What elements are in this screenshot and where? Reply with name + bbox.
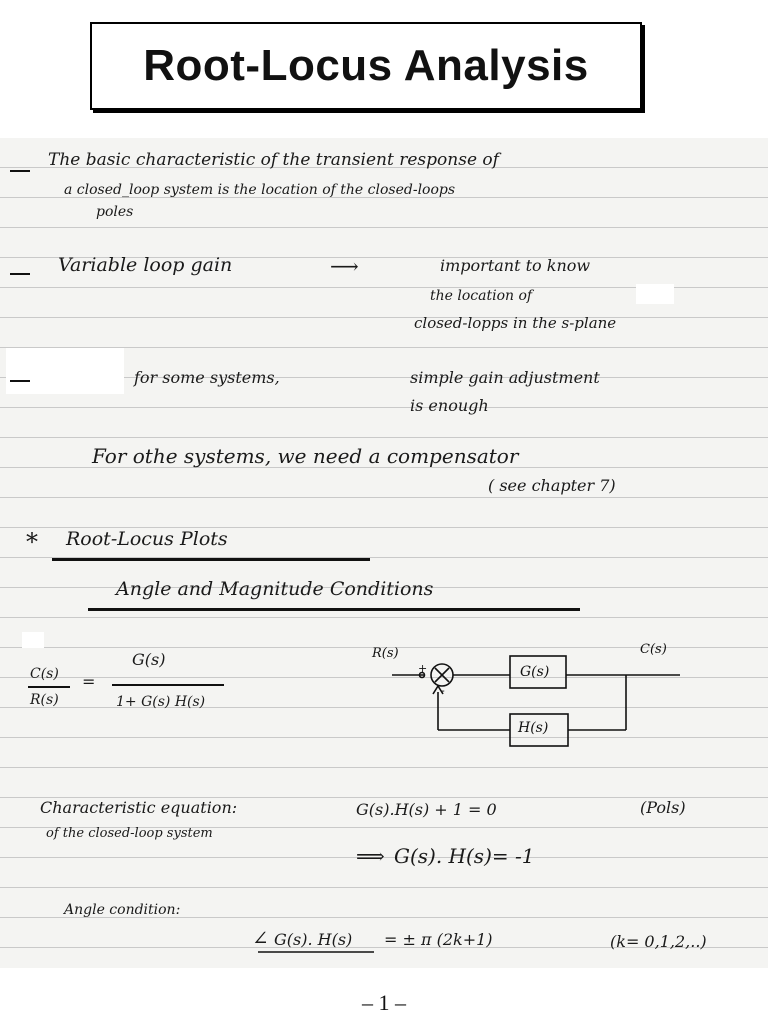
tf-rhs-denominator: 1+ G(s) H(s) <box>116 694 206 710</box>
note-line: The basic characteristic of the transient response of <box>48 150 499 170</box>
arrow-icon: ⟶ <box>330 254 359 278</box>
block-feedback-label: H(s) <box>518 720 549 736</box>
feedback-block <box>510 714 568 746</box>
note-line: Variable loop gain <box>58 254 233 276</box>
tf-rhs-numerator: G(s) <box>132 650 166 669</box>
note-line: for some systems, <box>134 368 280 387</box>
note-line: is enough <box>410 396 489 415</box>
tf-equals: = <box>82 672 96 691</box>
block-forward-label: G(s) <box>520 664 550 680</box>
note-line: the location of <box>430 288 533 304</box>
angle-symbol-icon: ∠ <box>252 926 269 950</box>
forward-block <box>510 656 566 688</box>
note-line: poles <box>96 204 134 220</box>
tf-lhs-denominator: R(s) <box>30 692 59 708</box>
tf-lhs-numerator: C(s) <box>30 666 59 682</box>
angle-k-values: (k= 0,1,2,..) <box>610 932 707 951</box>
characteristic-sublabel: of the closed-loop system <box>46 826 213 841</box>
implies-arrow-icon: ⟹ <box>356 844 385 868</box>
poles-note: (Pols) <box>640 798 686 817</box>
angle-lhs: G(s). H(s) <box>274 930 353 949</box>
implied-equation: G(s). H(s)= -1 <box>394 844 535 868</box>
section-heading: Root-Locus Plots <box>66 528 228 550</box>
star-icon: * <box>26 528 38 556</box>
angle-rhs: = ± π (2k+1) <box>384 930 493 949</box>
note-line: a closed_loop system is the location of the closed-loops <box>64 182 456 198</box>
characteristic-equation: G(s).H(s) + 1 = 0 <box>356 800 497 819</box>
summing-plus: + <box>418 662 428 675</box>
summing-minus: - <box>441 684 445 697</box>
block-input-label: R(s) <box>372 646 399 661</box>
section-subheading: Angle and Magnitude Conditions <box>116 578 434 600</box>
characteristic-label: Characteristic equation: <box>40 798 238 817</box>
page-title: Root-Locus Analysis <box>143 41 589 90</box>
note-line: ( see chapter 7) <box>488 476 616 495</box>
block-output-label: C(s) <box>640 642 667 657</box>
note-line: For othe systems, we need a compensator <box>92 444 519 468</box>
page-number: – 1 – <box>362 990 406 1015</box>
note-line: simple gain adjustment <box>410 368 600 387</box>
angle-condition-label: Angle condition: <box>64 902 181 918</box>
note-line: closed-lopps in the s-plane <box>414 314 617 332</box>
note-line: important to know <box>440 256 591 275</box>
